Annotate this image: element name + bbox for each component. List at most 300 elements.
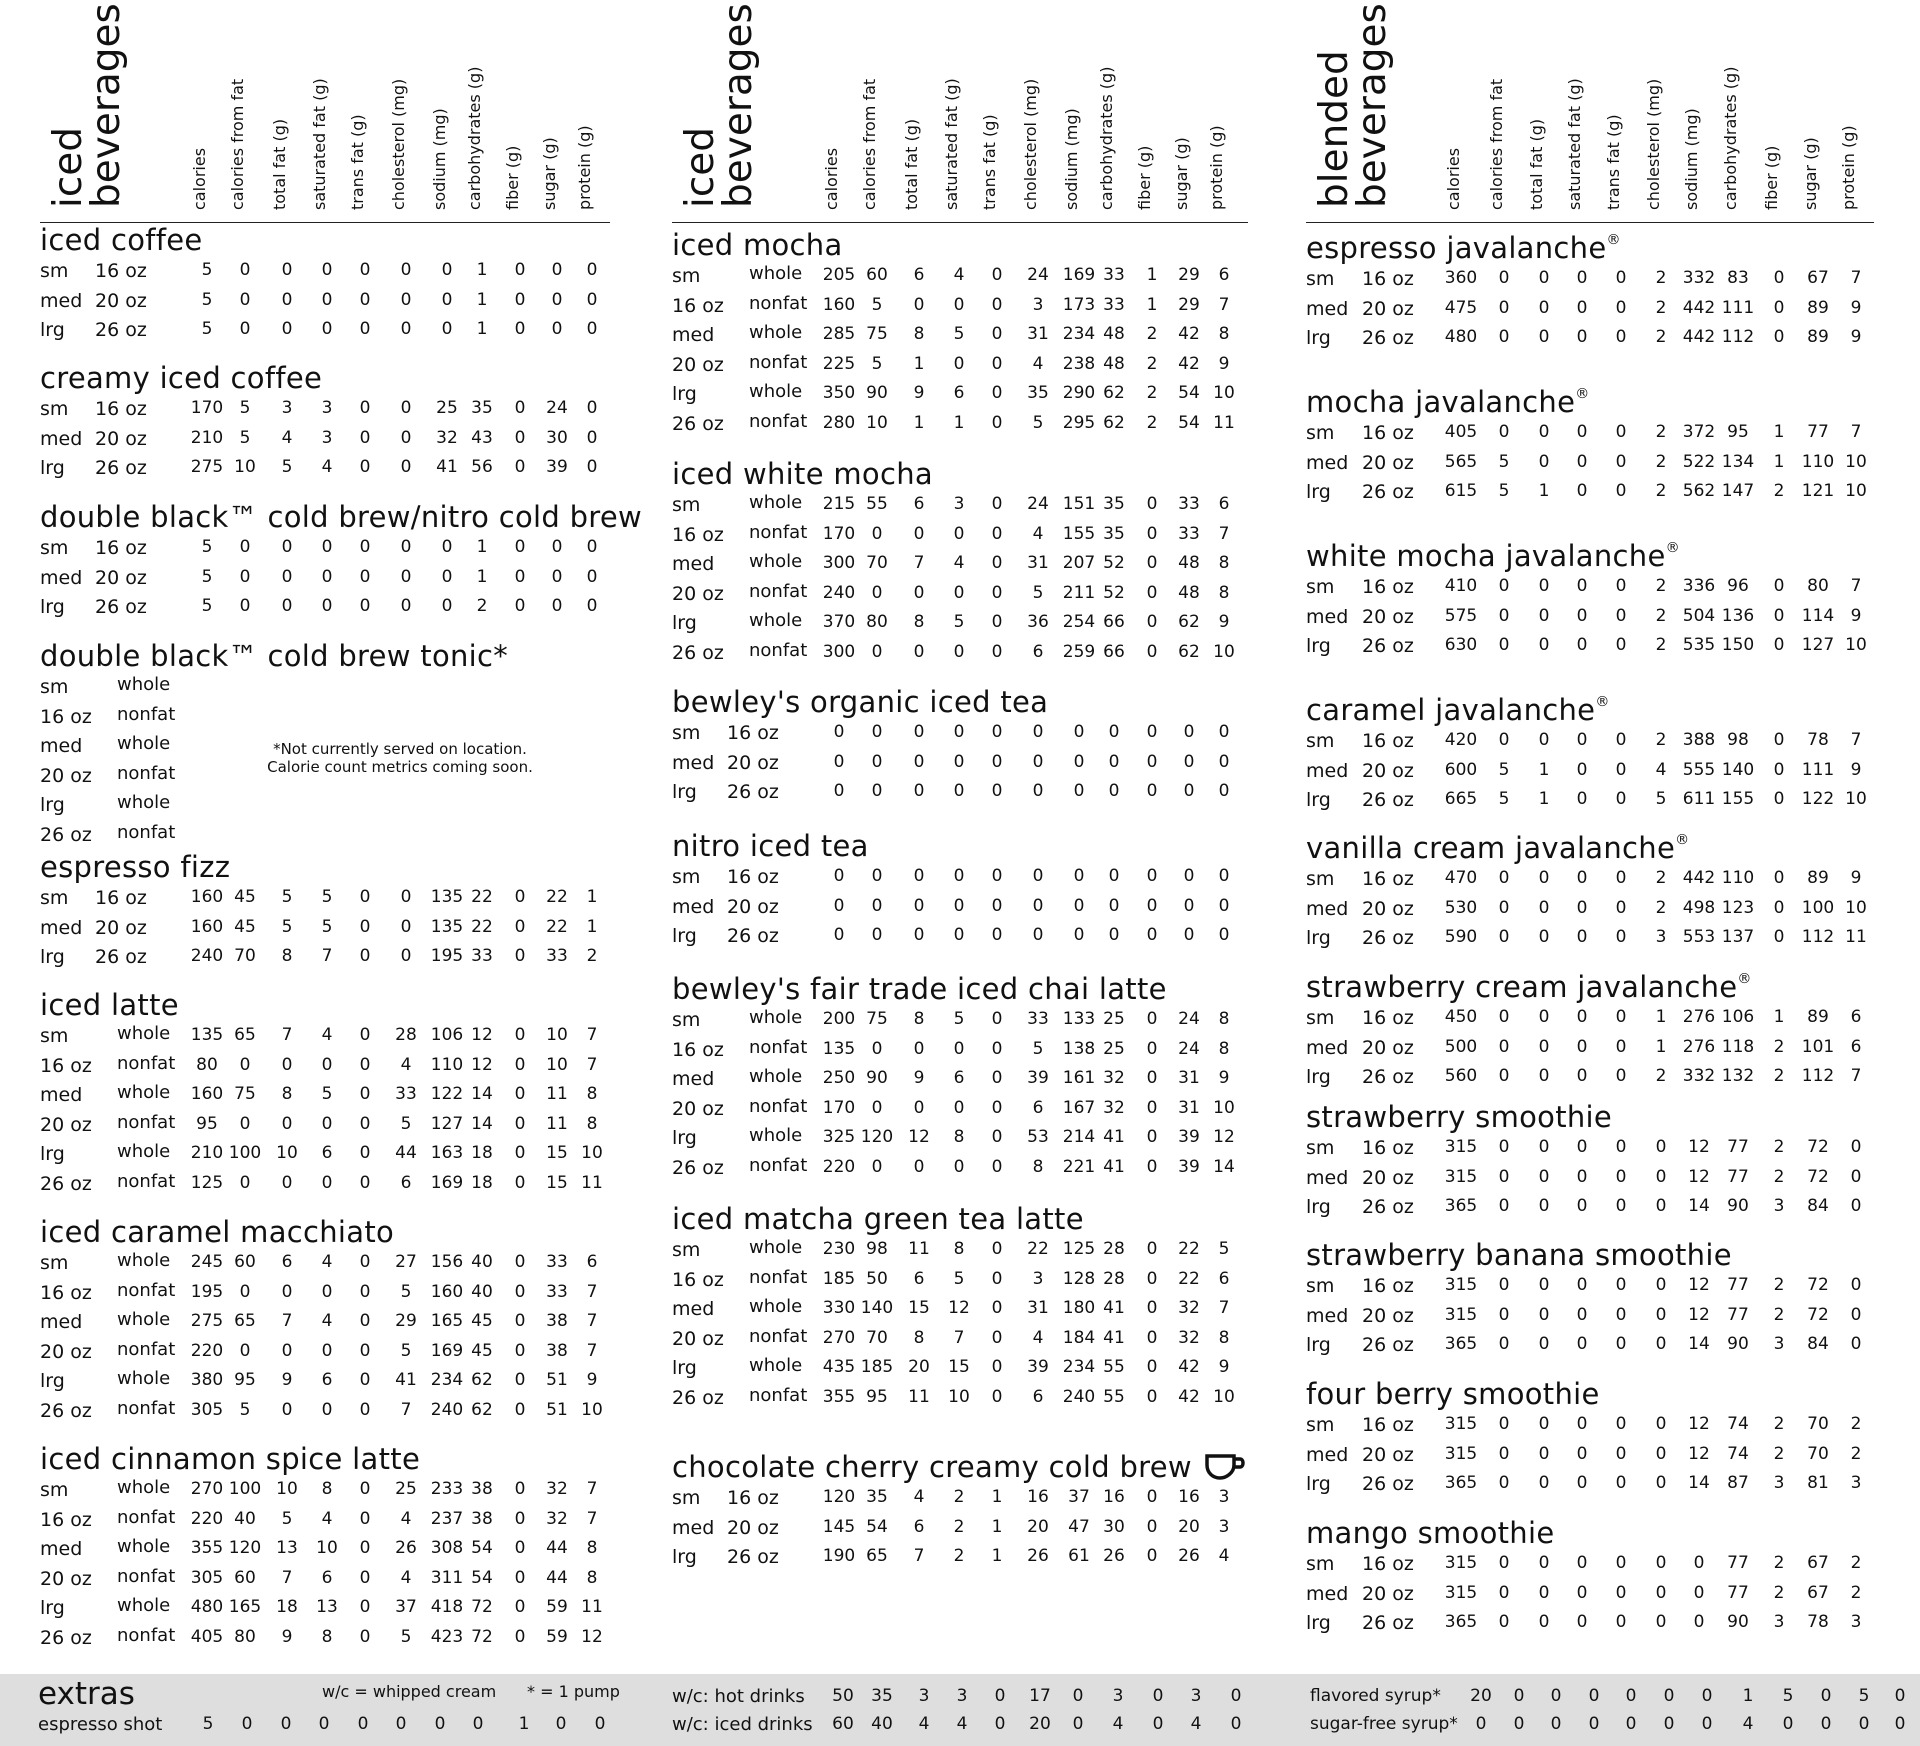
nutrient-value: 418 <box>430 1597 464 1618</box>
nutrient-value: 0 <box>1538 268 1550 288</box>
menu-item <box>40 851 610 972</box>
nutrient-value: 0 <box>991 582 1003 603</box>
nutrient-value: 9 <box>281 1370 293 1391</box>
nutrient-value: 0 <box>1576 297 1588 318</box>
nutrient-header-label: calories from fat <box>228 78 247 210</box>
size-label: sm <box>40 260 69 282</box>
extras-value: 4 <box>1112 1714 1124 1734</box>
nutrient-value: 365 <box>1444 1473 1478 1494</box>
volume-label: 20 oz <box>95 916 147 939</box>
nutrient-value: 0 <box>1773 297 1785 318</box>
nutrient-value: 165 <box>228 1597 262 1618</box>
nutrient-value: 0 <box>321 1054 333 1075</box>
nutrient-value: 7 <box>1850 1066 1862 1087</box>
nutrient-value: 0 <box>1655 1414 1667 1434</box>
nutrient-value: 0 <box>871 781 883 802</box>
extras-value: 0 <box>1894 1686 1906 1706</box>
nutrient-value: 0 <box>991 641 1003 662</box>
nutrient-value: 285 <box>822 324 856 345</box>
extras-value: 0 <box>1820 1714 1832 1734</box>
nutrient-value: 0 <box>281 260 293 280</box>
menu-item <box>1306 1101 1874 1222</box>
nutrient-value: 0 <box>1538 327 1550 348</box>
nutrient-value: 5 <box>201 319 213 340</box>
nutrient-value: 0 <box>953 1097 965 1118</box>
nutrient-value: 0 <box>1498 422 1510 442</box>
nutrient-value: 0 <box>400 260 412 280</box>
nutrient-value: 0 <box>913 641 925 662</box>
size-label: med <box>1306 897 1349 920</box>
nutrient-value: 0 <box>281 1399 293 1420</box>
nutrient-value: 9 <box>1218 353 1230 374</box>
item-name <box>40 1216 610 1248</box>
nutrient-value: 0 <box>1576 1196 1588 1217</box>
milk-type: nonfat <box>749 1266 808 1288</box>
nutrient-value: 0 <box>359 1340 371 1361</box>
nutrient-value: 0 <box>1146 1097 1158 1118</box>
nutrient-value: 0 <box>1538 1066 1550 1087</box>
nutrient-value: 112 <box>1721 327 1755 348</box>
legend-pump: * = 1 pump <box>527 1682 620 1701</box>
item-name-text: iced white mocha <box>672 457 933 491</box>
nutrient-value: 0 <box>1498 1473 1510 1494</box>
nutrient-value: 0 <box>239 1172 251 1193</box>
nutrient-value: 11 <box>546 1113 568 1134</box>
nutrient-value: 6 <box>913 1268 925 1289</box>
item-name-text: four berry smoothie <box>1306 1377 1600 1411</box>
nutrient-value: 500 <box>1444 1036 1478 1057</box>
nutrient-value: 0 <box>359 1626 371 1647</box>
item-name <box>40 1443 610 1475</box>
nutrient-value: 0 <box>991 866 1003 886</box>
size-label: lrg <box>672 781 697 804</box>
section-title-line2: beverages <box>716 3 761 208</box>
nutrient-header <box>1566 10 1596 210</box>
size-label: med <box>40 427 83 450</box>
nutrient-value: 0 <box>1615 451 1627 472</box>
nutrient-value: 0 <box>1183 895 1195 916</box>
nutrition-row <box>1306 1608 1874 1638</box>
nutrient-value: 2 <box>953 1546 965 1567</box>
nutrient-value: 10 <box>546 1025 568 1045</box>
nutrient-value: 7 <box>913 1546 925 1567</box>
milk-type: nonfat <box>749 292 808 314</box>
size-label: med <box>40 735 83 758</box>
nutrient-value: 6 <box>913 265 925 285</box>
volume-label: 26 oz <box>727 781 779 804</box>
extras-value: 0 <box>472 1714 484 1734</box>
nutrient-value: 0 <box>586 289 598 310</box>
nutrient-value: 0 <box>1773 605 1785 626</box>
nutrient-value: 0 <box>1146 1386 1158 1407</box>
extras-value: 0 <box>1663 1714 1675 1734</box>
nutrient-value: 2 <box>1773 1137 1785 1157</box>
extras-value: 0 <box>1588 1686 1600 1706</box>
nutrient-value: 0 <box>551 260 563 280</box>
nutrient-value: 0 <box>514 946 526 967</box>
nutrient-value: 0 <box>871 1038 883 1059</box>
size-label: lrg <box>40 319 65 342</box>
nutrient-value: 9 <box>1850 605 1862 626</box>
nutrient-value: 77 <box>1727 1304 1749 1325</box>
nutrient-value: 42 <box>1178 1386 1200 1407</box>
nutrient-value: 0 <box>913 294 925 315</box>
nutrient-value: 3 <box>1773 1612 1785 1633</box>
nutrient-value: 0 <box>1655 1196 1667 1217</box>
extras-value: 0 <box>1152 1714 1164 1734</box>
nutrition-row <box>1306 1469 1874 1499</box>
extras-value: 0 <box>994 1714 1006 1734</box>
volume-label: 26 oz <box>1362 635 1414 658</box>
nutrient-value: 250 <box>822 1068 856 1089</box>
nutrient-value: 332 <box>1682 1066 1716 1087</box>
nutrient-value: 0 <box>1498 605 1510 626</box>
extras-value: 0 <box>395 1714 407 1734</box>
extras-value: 5 <box>1782 1686 1794 1706</box>
size-label: lrg <box>1306 1473 1331 1496</box>
nutrient-value: 0 <box>359 289 371 310</box>
size-label: lrg <box>40 946 65 969</box>
volume-label: 16 oz <box>1362 1553 1414 1575</box>
nutrient-value: 0 <box>321 289 333 310</box>
nutrient-value: 0 <box>1615 576 1627 596</box>
nutrient-value: 22 <box>546 916 568 937</box>
nutrient-value: 74 <box>1727 1414 1749 1434</box>
size-label: lrg <box>1306 927 1331 950</box>
nutrient-value: 0 <box>991 265 1003 285</box>
nutrient-value: 590 <box>1444 927 1478 948</box>
nutrient-value: 2 <box>1850 1414 1862 1434</box>
nutrient-value: 7 <box>400 1399 412 1420</box>
nutrient-value: 39 <box>1178 1156 1200 1177</box>
nutrient-value: 0 <box>991 383 1003 404</box>
nutrient-value: 0 <box>991 1386 1003 1407</box>
size-label: 20 oz <box>40 764 92 787</box>
nutrient-value: 40 <box>471 1252 493 1272</box>
extras-value: 0 <box>1513 1686 1525 1706</box>
nutrient-value: 1 <box>1655 1036 1667 1057</box>
nutrition-row <box>1306 1271 1874 1301</box>
extras-value: 3 <box>918 1686 930 1706</box>
milk-type: whole <box>749 263 803 284</box>
nutrient-value: 0 <box>991 1327 1003 1348</box>
nutrient-value: 0 <box>281 1281 293 1302</box>
nutrient-value: 0 <box>1183 722 1195 742</box>
nutrient-value: 0 <box>1576 730 1588 750</box>
nutrient-value: 0 <box>991 1298 1003 1319</box>
nutrient-value: 24 <box>1178 1009 1200 1029</box>
nutrient-value: 33 <box>1103 294 1125 315</box>
nutrient-value: 160 <box>430 1281 464 1302</box>
nutrient-value: 270 <box>190 1479 224 1499</box>
nutrient-value: 0 <box>1615 481 1627 502</box>
nutrient-value: 10 <box>581 1399 603 1420</box>
nutrient-value: 0 <box>1498 1137 1510 1157</box>
nutrient-value: 16 <box>1027 1487 1049 1507</box>
nutrient-value: 42 <box>1178 353 1200 374</box>
nutrient-value: 72 <box>1807 1166 1829 1187</box>
nutrient-value: 33 <box>546 1281 568 1302</box>
nutrient-value: 0 <box>913 523 925 544</box>
nutrient-value: 355 <box>190 1538 224 1559</box>
volume-label: 16 oz <box>727 866 779 888</box>
size-label: sm <box>40 676 69 698</box>
nutrient-value: 0 <box>514 1479 526 1499</box>
section-title-line2: beverages <box>1350 3 1395 208</box>
nutrient-value: 128 <box>1062 1268 1096 1289</box>
nutrient-header <box>390 10 420 210</box>
milk-type: whole <box>117 1023 171 1044</box>
size-label: med <box>1306 1443 1349 1466</box>
nutrient-header <box>1098 10 1128 210</box>
item-name <box>1306 378 1874 418</box>
nutrient-value: 195 <box>430 946 464 967</box>
nutrient-value: 5 <box>871 294 883 315</box>
nutrient-value: 0 <box>991 925 1003 946</box>
nutrient-value: 4 <box>1032 353 1044 374</box>
nutrient-value: 0 <box>1538 868 1550 888</box>
nutrient-value: 0 <box>953 722 965 742</box>
volume-label: 20 oz <box>1362 1304 1414 1327</box>
nutrient-value: 29 <box>1178 265 1200 285</box>
nutrient-header-label: total fat (g) <box>270 118 289 210</box>
nutrient-value: 0 <box>400 887 412 907</box>
nutrient-value: 410 <box>1444 576 1478 596</box>
nutrient-value: 1 <box>586 916 598 937</box>
nutrient-value: 67 <box>1807 1582 1829 1603</box>
nutrient-value: 5 <box>953 1009 965 1029</box>
nutrient-value: 0 <box>1498 1304 1510 1325</box>
nutrient-header <box>1022 10 1052 210</box>
nutrient-value: 0 <box>400 457 412 478</box>
registered-mark: ® <box>1675 832 1690 848</box>
nutrient-value: 276 <box>1682 1036 1716 1057</box>
milk-type: whole <box>749 492 803 513</box>
item-name-text: iced cinnamon spice latte <box>40 1442 421 1476</box>
menu-item <box>40 224 610 345</box>
nutrient-value: 7 <box>586 1281 598 1302</box>
nutrient-value: 16 <box>1103 1487 1125 1507</box>
nutrient-value: 0 <box>1146 751 1158 772</box>
nutrition-row <box>672 1005 1248 1035</box>
size-label: 20 oz <box>672 582 724 605</box>
nutrient-value: 9 <box>1218 1068 1230 1089</box>
nutrition-row <box>40 1307 610 1337</box>
nutrient-value: 2 <box>1773 1275 1785 1295</box>
nutrient-value: 52 <box>1103 582 1125 603</box>
nutrient-value: 10 <box>276 1479 298 1499</box>
nutrient-value: 0 <box>400 427 412 448</box>
nutrient-value: 330 <box>822 1298 856 1319</box>
nutrient-value: 0 <box>1576 1473 1588 1494</box>
size-label: 16 oz <box>40 705 92 728</box>
nutrient-value: 0 <box>239 537 251 557</box>
nutrient-value: 0 <box>1073 781 1085 802</box>
nutrient-value: 170 <box>822 523 856 544</box>
nutrient-value: 0 <box>551 537 563 557</box>
extras-value: 0 <box>1550 1714 1562 1734</box>
nutrient-value: 24 <box>546 398 568 418</box>
size-label: med <box>672 1068 715 1091</box>
nutrient-value: 0 <box>359 1597 371 1618</box>
volume-label: 16 oz <box>95 887 147 909</box>
nutrient-value: 8 <box>586 1084 598 1105</box>
extras-value: 1 <box>518 1714 530 1734</box>
nutrient-value: 12 <box>1688 1166 1710 1187</box>
nutrient-value: 0 <box>991 1038 1003 1059</box>
nutrient-value: 0 <box>359 1084 371 1105</box>
nutrient-value: 2 <box>953 1516 965 1537</box>
nutrient-value: 0 <box>1498 1166 1510 1187</box>
nutrient-header <box>541 10 571 210</box>
nutrient-header-label: trans fat (g) <box>1604 114 1623 210</box>
volume-label: 26 oz <box>1362 927 1414 950</box>
nutrient-value: 11 <box>546 1084 568 1105</box>
nutrient-value: 259 <box>1062 641 1096 662</box>
nutrient-value: 6 <box>1218 265 1230 285</box>
nutrient-value: 41 <box>436 457 458 478</box>
milk-type: whole <box>117 733 171 755</box>
nutrient-value: 42 <box>1178 324 1200 345</box>
nutrient-value: 615 <box>1444 481 1478 502</box>
nutrient-value: 0 <box>913 722 925 742</box>
nutrient-value: 0 <box>871 751 883 772</box>
nutrient-value: 54 <box>1178 412 1200 433</box>
extras-value: 0 <box>1625 1714 1637 1734</box>
nutrient-value: 0 <box>239 1054 251 1075</box>
item-name <box>672 229 1248 261</box>
nutrient-value: 0 <box>1498 1612 1510 1633</box>
nutrient-header-label: calories from fat <box>860 78 879 210</box>
nutrient-value: 0 <box>871 523 883 544</box>
milk-type: whole <box>117 1141 171 1163</box>
nutrient-value: 136 <box>1721 605 1755 626</box>
nutrient-value: 59 <box>546 1626 568 1647</box>
nutrient-value: 7 <box>953 1327 965 1348</box>
size-label: med <box>1306 1304 1349 1327</box>
nutrient-value: 90 <box>1727 1334 1749 1355</box>
nutrient-value: 4 <box>400 1567 412 1588</box>
nutrient-value: 0 <box>1850 1166 1862 1187</box>
nutrient-value: 31 <box>1027 553 1049 574</box>
nutrient-header-label: sodium (mg) <box>430 108 449 210</box>
nutrient-value: 127 <box>430 1113 464 1134</box>
nutrition-row <box>1306 1579 1874 1609</box>
milk-type: nonfat <box>749 1036 808 1058</box>
size-label: sm <box>40 398 69 420</box>
nutrient-value: 0 <box>1498 327 1510 348</box>
nutrient-value: 0 <box>1615 1196 1627 1217</box>
volume-label: 20 oz <box>1362 1166 1414 1189</box>
nutrient-value: 0 <box>321 260 333 280</box>
nutrient-value: 32 <box>546 1508 568 1529</box>
nutrient-value: 0 <box>1538 1275 1550 1295</box>
column-header <box>672 0 1248 223</box>
milk-type: whole <box>749 551 803 573</box>
size-label: 26 oz <box>672 1386 724 1409</box>
volume-label: 20 oz <box>1362 1443 1414 1466</box>
nutrient-value: 72 <box>1807 1275 1829 1295</box>
nutrient-value: 138 <box>1062 1038 1096 1059</box>
volume-label: 26 oz <box>95 596 147 619</box>
extras-value: 4 <box>918 1714 930 1734</box>
nutrient-value: 65 <box>234 1311 256 1332</box>
espresso-shot-label: espresso shot <box>38 1714 163 1735</box>
item-name-text: white mocha javalanche <box>1306 539 1666 573</box>
nutrient-value: 560 <box>1444 1066 1478 1087</box>
nutrient-value: 155 <box>1062 523 1096 544</box>
nutrient-value: 0 <box>833 781 845 802</box>
nutrient-value: 0 <box>871 722 883 742</box>
nutrient-value: 325 <box>822 1127 856 1148</box>
nutrient-header <box>311 10 341 210</box>
nutrient-value: 0 <box>1655 1166 1667 1187</box>
nutrient-value: 5 <box>871 353 883 374</box>
nutrient-value: 0 <box>514 537 526 557</box>
nutrient-value: 147 <box>1721 481 1755 502</box>
nutrient-value: 0 <box>1615 1473 1627 1494</box>
size-label: med <box>1306 297 1349 320</box>
size-label: sm <box>1306 868 1335 890</box>
nutrient-value: 0 <box>871 866 883 886</box>
nutrition-row <box>672 1235 1248 1265</box>
nutrient-value: 5 <box>281 1508 293 1529</box>
nutrient-value: 0 <box>1146 1487 1158 1507</box>
nutrition-row <box>40 533 610 563</box>
nutrition-row <box>40 883 610 913</box>
nutrition-row <box>672 320 1248 350</box>
nutrient-value: 7 <box>586 1311 598 1332</box>
nutrient-value: 125 <box>1062 1239 1096 1259</box>
nutrient-value: 48 <box>1178 553 1200 574</box>
nutrient-value: 1 <box>476 289 488 310</box>
nutrient-value: 0 <box>1693 1582 1705 1603</box>
nutrient-value: 0 <box>833 751 845 772</box>
nutrient-value: 0 <box>1773 759 1785 780</box>
nutrient-value: 4 <box>953 553 965 574</box>
nutrient-value: 2 <box>476 596 488 617</box>
nutrient-value: 0 <box>359 887 371 907</box>
column-header <box>40 0 610 223</box>
milk-type: nonfat <box>117 1338 176 1360</box>
nutrient-value: 11 <box>908 1386 930 1407</box>
nutrient-value: 89 <box>1807 297 1829 318</box>
nutrient-header-label: fiber (g) <box>503 145 522 210</box>
nutrient-value: 470 <box>1444 868 1478 888</box>
nutrient-value: 405 <box>190 1626 224 1647</box>
nutrient-value: 0 <box>1576 422 1588 442</box>
nutrition-row <box>40 672 610 702</box>
nutrient-value: 8 <box>913 324 925 345</box>
nutrition-row <box>1306 294 1874 324</box>
nutrient-value: 0 <box>321 1340 333 1361</box>
nutrient-value: 0 <box>1773 927 1785 948</box>
nutrient-value: 62 <box>471 1370 493 1391</box>
nutrient-value: 0 <box>514 319 526 340</box>
column-blended-beverages <box>1306 0 1874 1635</box>
nutrient-value: 0 <box>400 398 412 418</box>
nutrient-header <box>903 10 933 210</box>
nutrient-value: 0 <box>1615 927 1627 948</box>
nutrient-value: 0 <box>991 1009 1003 1029</box>
nutrient-header-label: trans fat (g) <box>348 114 367 210</box>
nutrient-value: 8 <box>321 1626 333 1647</box>
size-label: 26 oz <box>672 1156 724 1179</box>
nutrient-value: 221 <box>1062 1156 1096 1177</box>
nutrient-value: 14 <box>1688 1334 1710 1355</box>
nutrient-header-label: sugar (g) <box>540 137 559 210</box>
size-label: 16 oz <box>40 1281 92 1304</box>
